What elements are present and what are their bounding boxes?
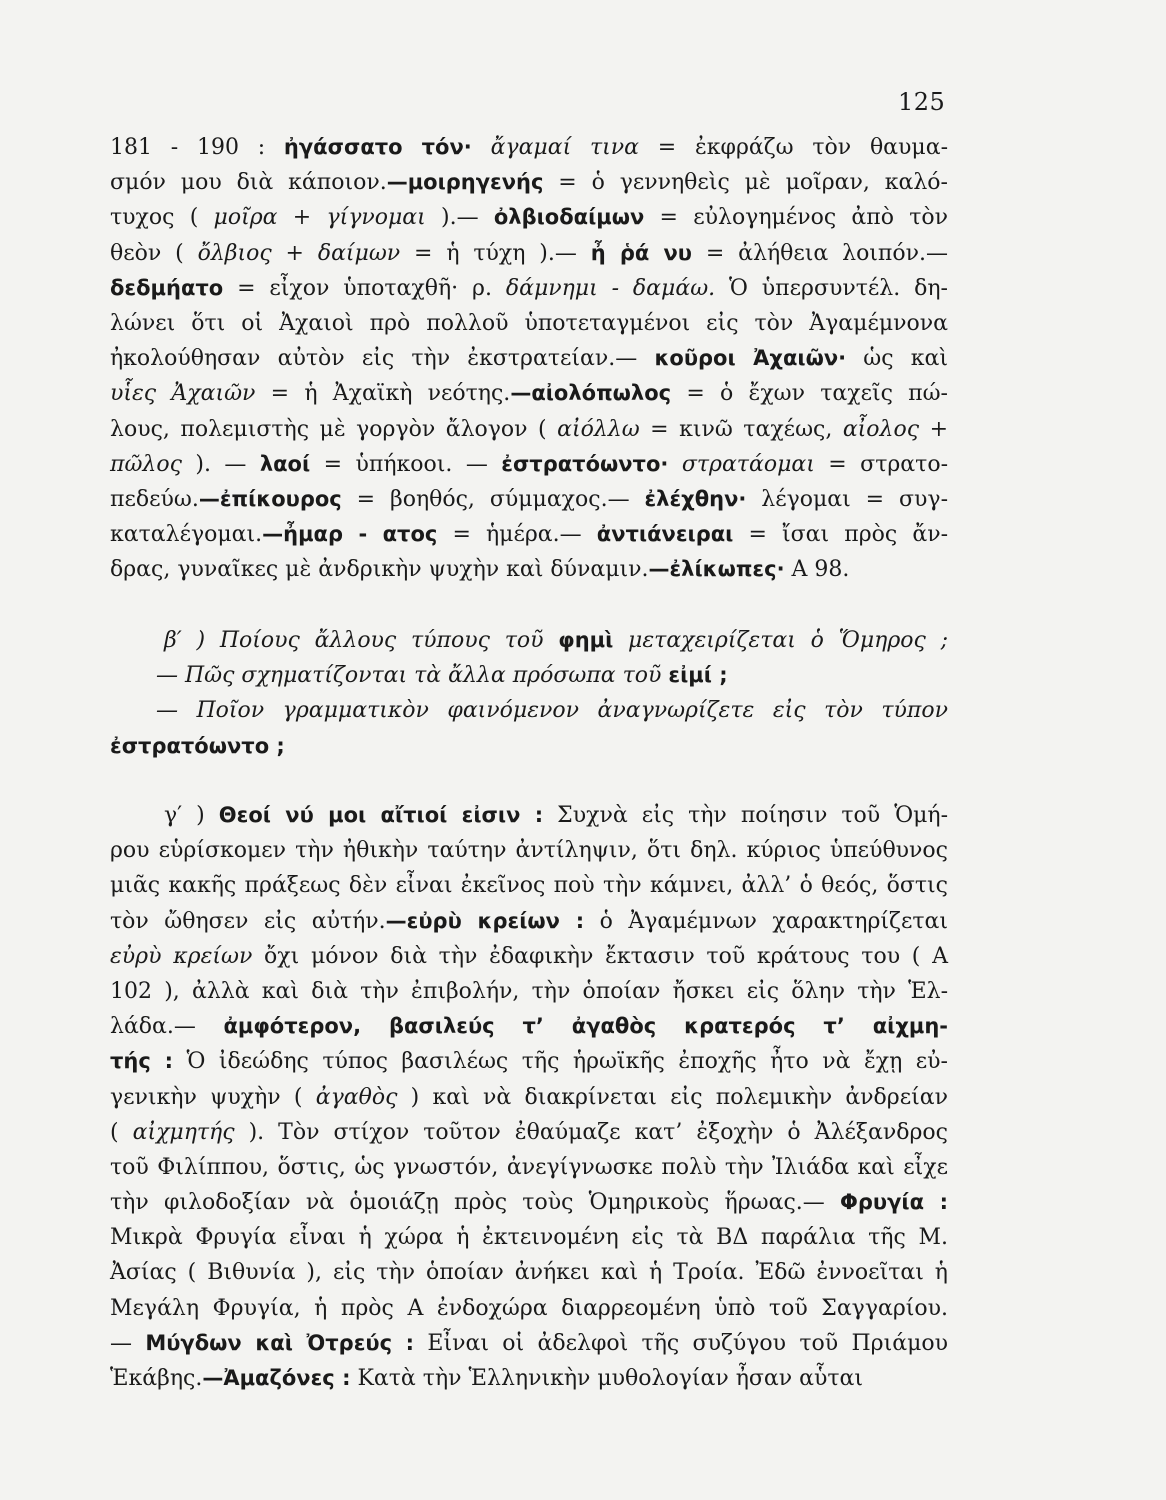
italic-text: ὄλβιος + δαίμων: [197, 240, 401, 266]
text-run: = ἡμέρα.—: [437, 522, 597, 548]
text-line: [110, 1255, 948, 1290]
text-run: τὴν φιλοδοξίαν νὰ ὁμοιάζῃ πρὸς τοὺς Ὁμηρικοὺς ἥρωας.—: [110, 1190, 841, 1216]
text-line: [110, 447, 948, 482]
text-run: = ἴσαι πρὸς ἄν-: [733, 522, 949, 548]
text-run: σμόν μου διὰ κάποιον.: [110, 170, 387, 196]
italic-text: — Ποῖον γραμματικὸν φαινόμενον ἀναγνωρίζετε εἰς τὸν τύπον: [156, 698, 948, 724]
text-run: = εἶχον ὑποταχθῆ· ρ.: [223, 275, 506, 301]
text-run: = βοηθός, σύμμαχος.—: [341, 486, 645, 512]
lemma-term: —Ἀμαζόνες :: [202, 1366, 351, 1390]
text-line: [110, 693, 948, 728]
text-line: [110, 517, 948, 552]
lemma-term: λαοί: [259, 451, 311, 476]
text-line: [110, 271, 948, 306]
text-run: μιᾶς κακῆς πράξεως δὲν εἶναι ἐκεῖνος ποὺ τὴν κάμνει, ἀλλ’ ὁ θεός, ὅστις: [110, 873, 948, 899]
text-run: = εὐλογημένος ἀπὸ τὸν: [644, 205, 949, 231]
text-run: —: [110, 1330, 146, 1356]
page-number: 125: [898, 88, 946, 116]
italic-text: — Πῶς σχηματίζονται τὰ ἄλλα πρόσωπα τοῦ: [156, 663, 669, 689]
text-run: ). Τὸν στίχον τοῦτον ἐθαύμαζε κατ’ ἐξοχὴν ὁ Ἀλέξανδρος: [234, 1119, 948, 1145]
text-line: [110, 1291, 948, 1326]
text-line: [110, 939, 948, 974]
lemma-term: ἀντιάνειραι: [596, 522, 734, 547]
italic-text: β′ ) Ποίους ἄλλους τύπους τοῦ: [164, 628, 559, 653]
lemma-term: —ἐπίκουρος: [198, 486, 342, 511]
italic-text: αἰχμητής: [132, 1119, 235, 1145]
text-run: γ′ ): [164, 803, 219, 828]
text-line: [110, 130, 948, 165]
text-run: δρας, γυναῖκες μὲ ἀνδρικὴν ψυχὴν καὶ δύναμιν.: [110, 557, 649, 583]
lemma-term: —αἰολόπωλος: [510, 381, 672, 406]
text-line: [110, 1115, 948, 1150]
text-run: Εἶναι οἱ ἀδελφοὶ τῆς συζύγου τοῦ Πριάμου: [414, 1330, 948, 1356]
lemma-term: εἰμί ;: [668, 663, 728, 688]
lemma-term: ἐστρατόωντο·: [501, 451, 669, 476]
questions-paragraph-beta: [110, 623, 948, 764]
commentary-paragraph-181-190: [110, 130, 948, 587]
text-run: θεὸν (: [110, 240, 198, 266]
lemma-term: —εὐρὺ κρείων :: [385, 908, 585, 933]
lemma-term: ἐλέχθην·: [644, 486, 747, 511]
text-run: Μικρὰ Φρυγία εἶναι ἡ χώρα ἡ ἐκτεινομένη εἰς τὰ ΒΔ παράλια τῆς Μ.: [110, 1225, 948, 1251]
italic-text: στρατάομαι: [681, 451, 815, 477]
text-line: [110, 1185, 948, 1220]
text-run: ) καὶ νὰ διακρίνεται εἰς πολεμικὴν ἀνδρείαν: [397, 1084, 948, 1110]
text-run: Κατὰ τὴν Ἑλληνικὴν μυθολογίαν ἦσαν αὗται: [350, 1366, 864, 1391]
text-run: [472, 135, 491, 160]
italic-text: εὐρὺ κρείων: [110, 943, 253, 969]
text-run: Ὁ ἰδεώδης τύπος βασιλέως τῆς ἡρωϊκῆς ἐποχῆς ἦτο νὰ ἔχῃ εὐ-: [173, 1049, 948, 1075]
text-line: [110, 1220, 948, 1255]
italic-text: μεταχειρίζεται ὁ Ὅμηρος ;: [613, 628, 948, 653]
text-line: [110, 341, 948, 376]
text-run: ). —: [181, 451, 260, 477]
lemma-term: ἀμφότερον, βασιλεύς τ’ ἀγαθὸς κρατερός τ’ αἰχμη-: [223, 1014, 948, 1039]
italic-text: δάμνημι - δαμάω.: [505, 275, 716, 301]
lemma-term: φημὶ: [558, 628, 614, 652]
text-run: ὡς καὶ: [846, 346, 949, 372]
italic-text: υἷες Ἀχαιῶν: [110, 381, 256, 407]
text-run: 181 - 190 :: [110, 135, 284, 160]
text-run: γενικὴν ψυχὴν (: [110, 1084, 316, 1110]
text-line: [110, 833, 948, 868]
text-line: [110, 1150, 948, 1185]
text-line: [110, 306, 948, 341]
lemma-term: Θεοί νύ μοι αἴτιοί εἰσιν :: [218, 803, 544, 827]
lemma-term: τής :: [110, 1049, 174, 1074]
commentary-paragraph-gamma: [110, 798, 948, 1396]
text-line: [110, 412, 948, 447]
text-run: λάδα.—: [110, 1014, 224, 1040]
italic-text: ἀγαθὸς: [315, 1084, 398, 1110]
text-run: τὸν ὤθησεν εἰς αὐτήν.: [110, 908, 386, 934]
text-line: [110, 904, 948, 939]
lemma-term: —ἦμαρ - ατος: [262, 522, 438, 547]
italic-text: αἰόλλω: [557, 416, 640, 442]
text-line: [110, 1080, 948, 1115]
text-line: [110, 1044, 948, 1079]
text-run: = ἡ τύχη ).—: [400, 240, 591, 266]
text-line: [110, 974, 948, 1009]
lemma-term: κοῦροι Ἀχαιῶν·: [654, 346, 847, 371]
text-line: [110, 482, 948, 517]
lemma-term: δεδμήατο: [110, 275, 224, 300]
text-run: = κινῶ ταχέως,: [639, 416, 843, 442]
text-line: [110, 1326, 948, 1361]
lemma-term: ἠγάσσατο τόν·: [283, 135, 472, 159]
text-line: [110, 552, 948, 587]
text-line: [110, 798, 948, 833]
text-run: Μεγάλη Φρυγία, ἡ πρὸς Α ἐνδοχώρα διαρρεομένη ὑπὸ τοῦ Σαγγαρίου.: [110, 1295, 948, 1321]
text-run: ὁ Ἀγαμέμνων χαρακτηρίζεται: [584, 908, 948, 934]
text-run: τοῦ Φιλίππου, ὅστις, ὡς γνωστόν, ἀνεγίγνωσκε πολὺ τὴν Ἰλιάδα καὶ εἶχε: [110, 1154, 948, 1180]
text-run: ρου εὑρίσκομεν τὴν ἠθικὴν ταύτην ἀντίληψιν, ὅτι δηλ. κύριος ὑπεύθυνος: [110, 838, 948, 864]
lemma-term: ἐστρατόωντο ;: [110, 733, 285, 758]
text-line: [110, 658, 948, 693]
text-line: [110, 165, 948, 200]
lemma-term: Φρυγία :: [840, 1190, 948, 1215]
text-run: λέγομαι = συγ-: [746, 486, 948, 512]
text-run: λώνει ὅτι οἱ Ἀχαιοὶ πρὸ πολλοῦ ὑποτεταγμένοι εἰς τὸν Ἀγαμέμνονα: [110, 310, 948, 336]
text-run: καταλέγομαι.: [110, 522, 263, 548]
text-run: = ὑπήκοοι. —: [310, 451, 502, 477]
text-line: [110, 729, 948, 764]
lemma-term: ὀλβιοδαίμων: [493, 205, 645, 230]
lemma-term: —μοιρηγενής: [386, 170, 544, 195]
text-line: [110, 868, 948, 903]
text-run: 102 ), ἀλλὰ καὶ διὰ τὴν ἐπιβολήν, τὴν ὁποίαν ἤσκει εἰς ὅλην τὴν Ἑλ-: [110, 978, 948, 1004]
text-line: [110, 200, 948, 235]
text-run: πεδεύω.: [110, 486, 199, 512]
text-run: Α 98.: [784, 557, 850, 583]
text-run: ἠκολούθησαν αὐτὸν εἰς τὴν ἐκστρατείαν.—: [110, 346, 655, 372]
text-run: τυχος (: [110, 205, 214, 231]
text-run: = ἡ Ἀχαϊκὴ νεότης.: [255, 381, 511, 407]
text-run: = ἐκφράζω τὸν θαυμα-: [639, 135, 949, 160]
text-run: ).—: [425, 205, 494, 231]
text-run: (: [110, 1119, 133, 1145]
text-run: = ὁ γεννηθεὶς μὲ μοῖραν, καλό-: [543, 170, 948, 196]
text-line: [110, 1361, 948, 1396]
text-run: = ἀλήθεια λοιπόν.—: [692, 240, 949, 266]
text-line: [110, 1009, 948, 1044]
lemma-term: —ἐλίκωπες·: [648, 557, 785, 582]
text-run: [668, 452, 681, 477]
text-run: Συχνὰ εἰς τὴν ποίησιν τοῦ Ὁμή-: [543, 803, 949, 828]
text-run: = ὁ ἔχων ταχεῖς πώ-: [671, 381, 948, 407]
italic-text: ἄγαμαί τινα: [490, 135, 640, 160]
text-line: [110, 376, 948, 411]
text-run: Ἀσίας ( Βιθυνία ), εἰς τὴν ὁποίαν ἀνήκει καὶ ἡ Τροία. Ἐδῶ ἐννοεῖται ἡ: [110, 1260, 948, 1286]
lemma-term: ἦ ῥά νυ: [590, 240, 692, 265]
italic-text: μοῖρα + γίγνομαι: [213, 205, 426, 231]
text-run: Ὁ ὑπερσυντέλ. δη-: [715, 275, 948, 301]
text-run: = στρατο-: [814, 451, 949, 477]
italic-text: αἶολος +: [842, 416, 948, 442]
text-run: Ἑκάβης.: [110, 1366, 203, 1391]
text-run: ὄχι μόνον διὰ τὴν ἐδαφικὴν ἔκτασιν τοῦ κράτους του ( Α: [252, 943, 948, 969]
text-line: [110, 623, 948, 658]
lemma-term: Μύγδων καὶ Ὀτρεύς :: [145, 1330, 415, 1355]
italic-text: πῶλος: [110, 451, 182, 477]
text-run: λους, πολεμιστὴς μὲ γοργὸν ἄλογον (: [110, 416, 558, 442]
text-line: [110, 236, 948, 271]
